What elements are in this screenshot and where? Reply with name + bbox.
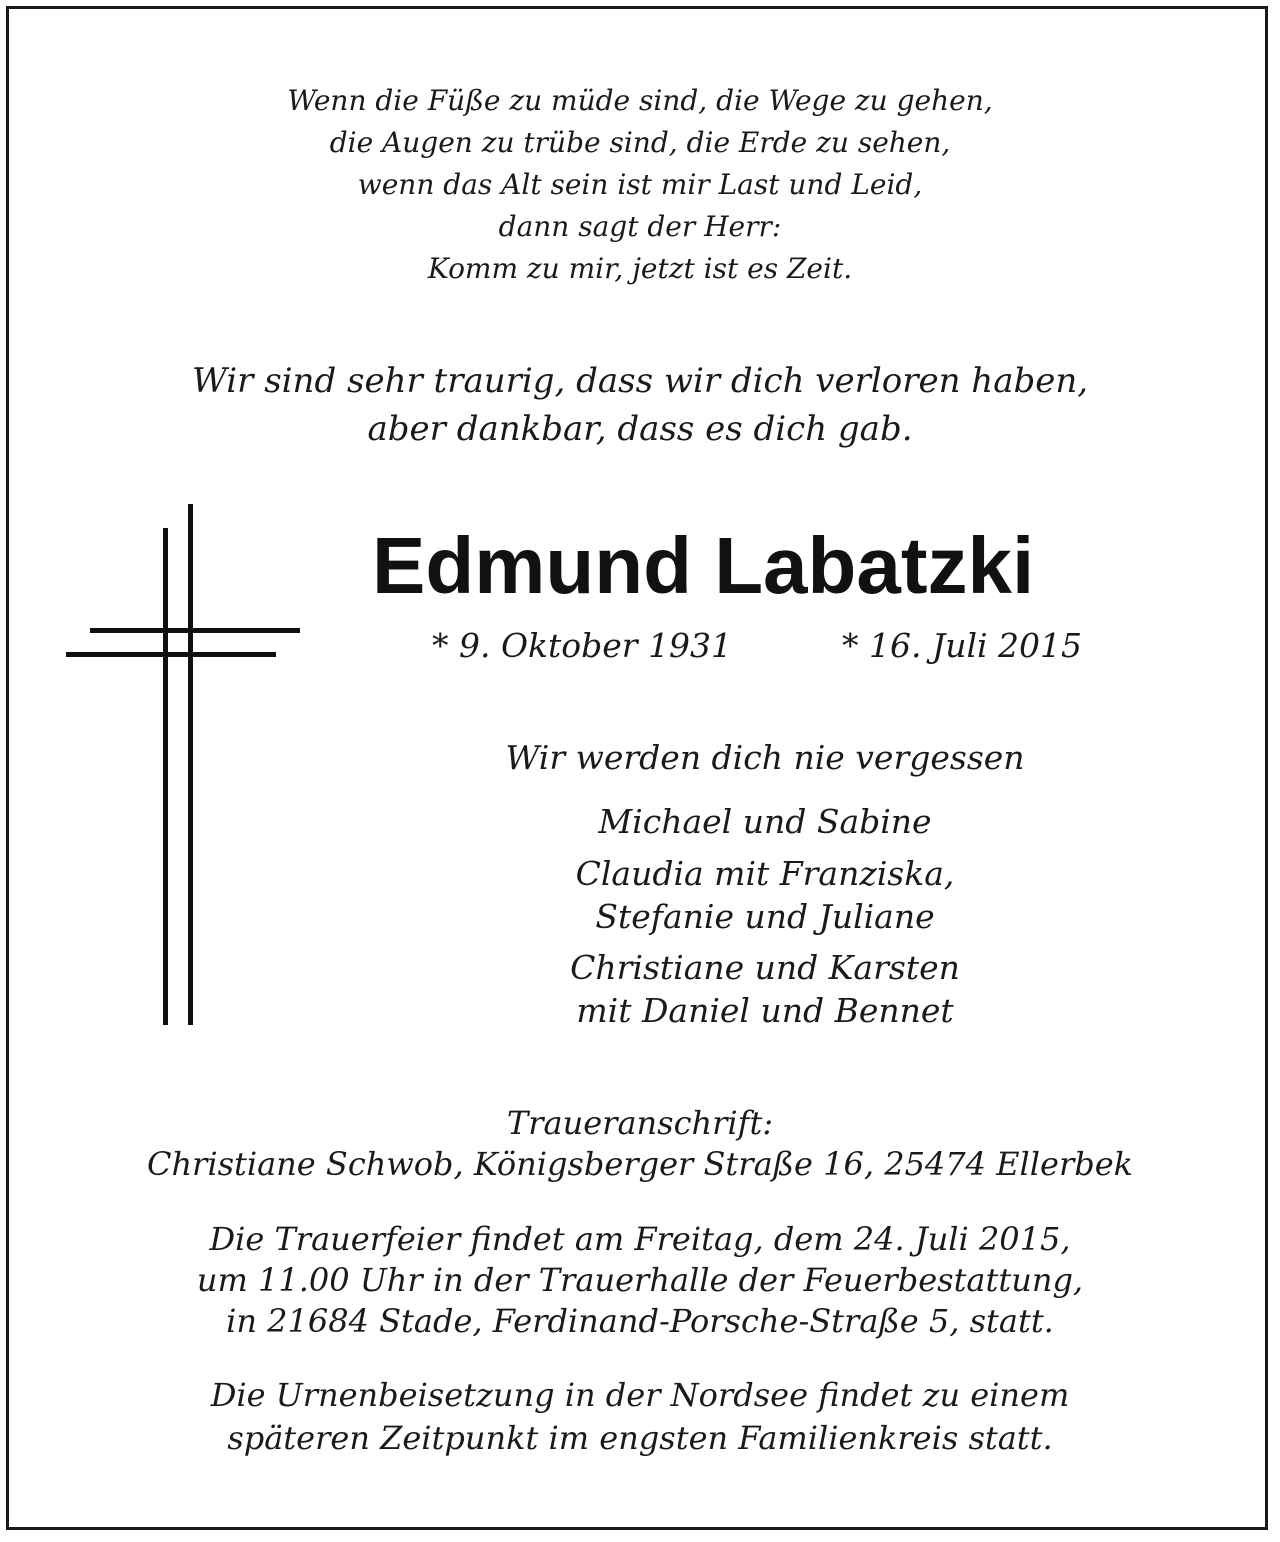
poem-line-2: die Augen zu trübe sind, die Erde zu sehen, [329, 126, 951, 159]
address-label: Traueranschrift: [506, 1104, 774, 1142]
ceremony-line-1: Die Trauerfeier findet am Freitag, dem 24. Juli 2015, [209, 1220, 1071, 1258]
mourner-line-1: Michael und Sabine [598, 802, 932, 841]
burial-line-1: Die Urnenbeisetzung in der Nordsee findet zu einem [210, 1376, 1070, 1414]
remembrance-line: Wir werden dich nie vergessen [505, 738, 1025, 777]
double-line-cross-icon [60, 500, 310, 1030]
birth-date: * 9. Oktober 1931 [432, 626, 733, 665]
death-date: * 16. Juli 2015 [842, 626, 1083, 665]
poem-line-5: Komm zu mir, jetzt ist es Zeit. [427, 252, 853, 285]
poem-line-4: dann sagt der Herr: [498, 210, 782, 243]
address-text: Christiane Schwob, Königsberger Straße 16, 25474 Ellerbek [146, 1145, 1134, 1183]
burial-line-2: späteren Zeitpunkt im engsten Familienkreis statt. [227, 1419, 1053, 1457]
poem-line-3: wenn das Alt sein ist mir Last und Leid, [357, 168, 923, 201]
verse-line-2: aber dankbar, dass es dich gab. [367, 409, 913, 449]
deceased-name: Edmund Labatzki [372, 521, 1035, 610]
mourner-line-5: mit Daniel und Bennet [576, 991, 954, 1030]
mourner-line-4: Christiane und Karsten [570, 948, 960, 987]
mourner-line-2: Claudia mit Franziska, [575, 854, 955, 893]
ceremony-line-3: in 21684 Stade, Ferdinand-Porsche-Straße 5, statt. [226, 1302, 1054, 1340]
ceremony-line-2: um 11.00 Uhr in der Trauerhalle der Feuerbestattung, [196, 1261, 1084, 1299]
verse-line-1: Wir sind sehr traurig, dass wir dich verloren haben, [191, 361, 1089, 401]
poem-line-1: Wenn die Füße zu müde sind, die Wege zu gehen, [287, 84, 993, 117]
mourner-line-3: Stefanie und Juliane [595, 897, 935, 936]
